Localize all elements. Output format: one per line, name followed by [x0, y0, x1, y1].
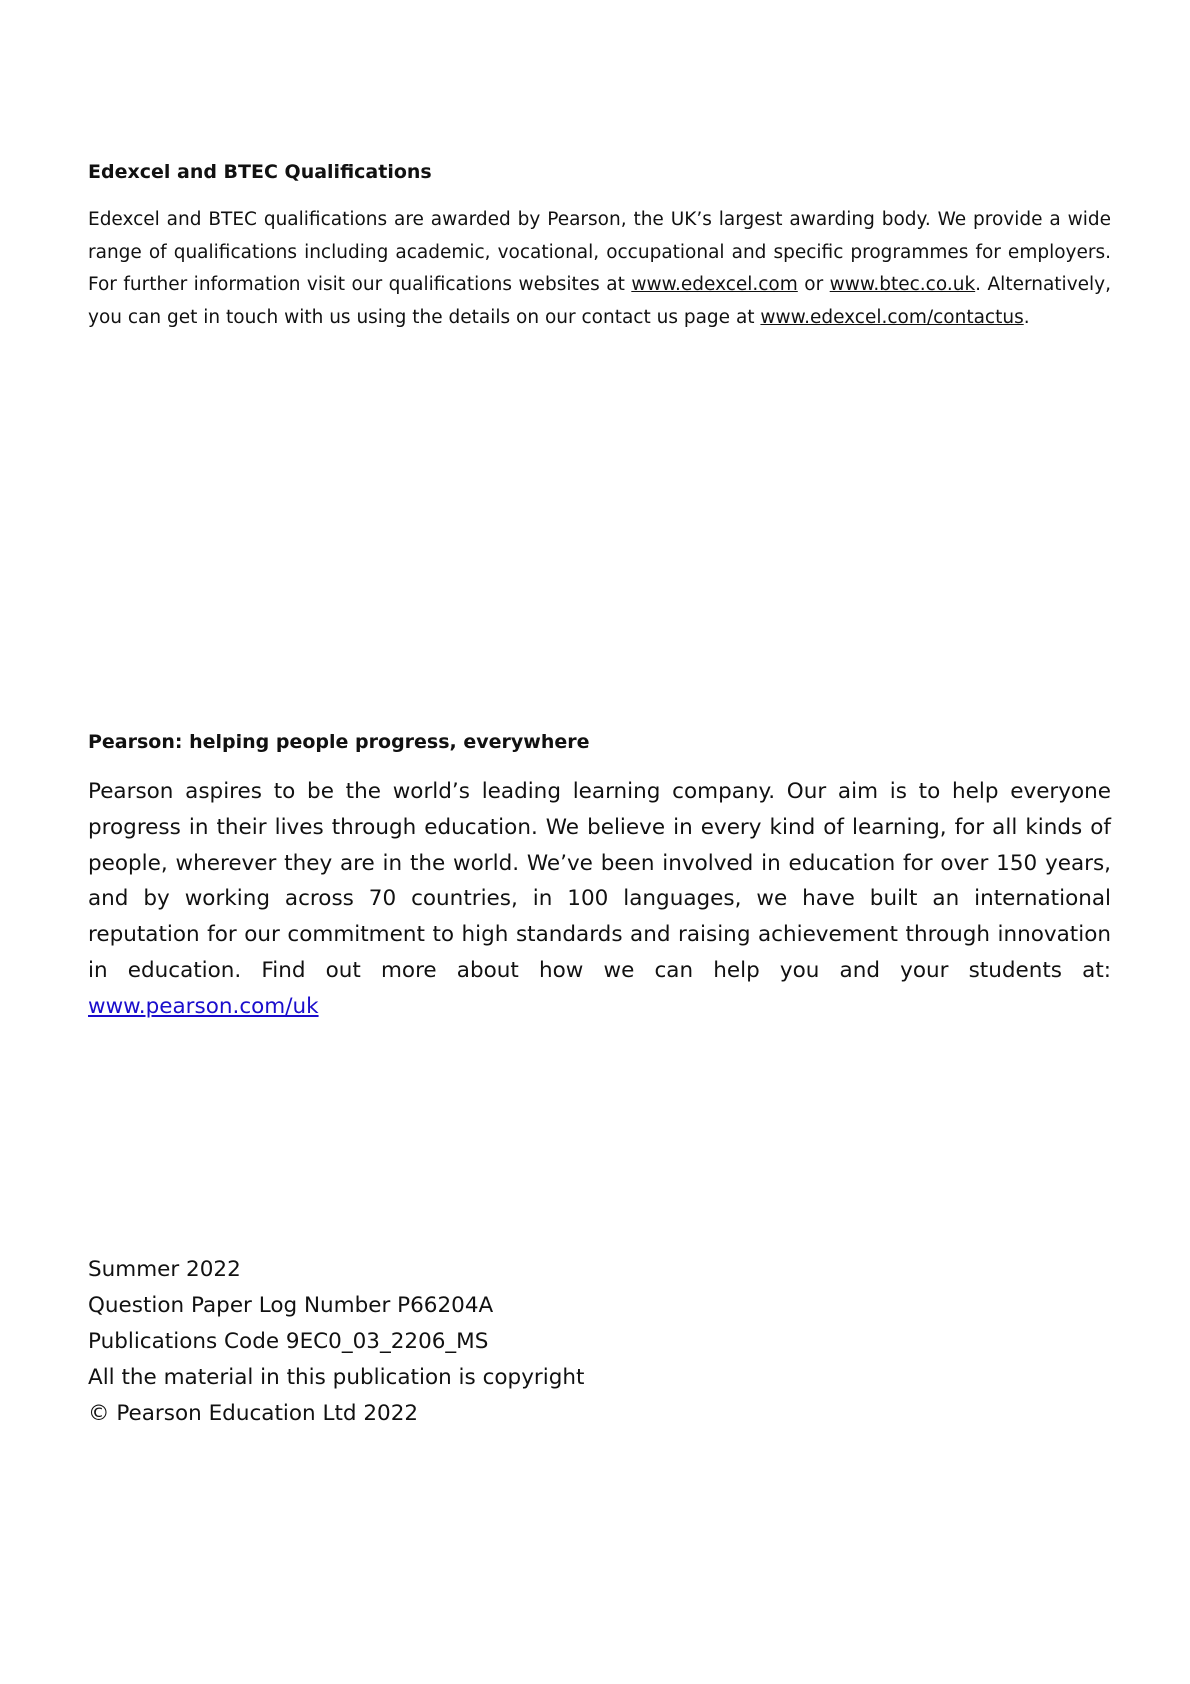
edexcel-text-4: . — [1023, 306, 1030, 328]
publications-code: Publications Code 9EC0_03_2206_MS — [88, 1329, 489, 1354]
edexcel-website-link[interactable]: www.edexcel.com — [631, 274, 798, 295]
exam-series: Summer 2022 — [88, 1257, 241, 1282]
pearson-website-link[interactable]: www.pearson.com/uk — [88, 993, 319, 1019]
edexcel-text-2: or — [797, 274, 830, 295]
pearson-paragraph — [88, 774, 1111, 1025]
question-paper-log-number: Question Paper Log Number P66204A — [88, 1293, 494, 1318]
edexcel-text-3: . Alternatively, you can get in touch with us using the details on our contact us page at — [88, 274, 1111, 328]
btec-website-link[interactable]: www.btec.co.uk — [829, 274, 976, 295]
pearson-section — [88, 730, 1111, 1025]
contact-us-link[interactable]: www.edexcel.com/contactus — [760, 306, 1024, 328]
pearson-heading: Pearson: helping people progress, everywhere — [88, 731, 590, 753]
edexcel-text-1: Edexcel and BTEC qualifications are awarded by Pearson, the UK’s largest awarding body. We provide a wide range of qualifications including academic, vocational, occupational and specific programmes for employers. For further information visit our qualifications websites at — [88, 209, 1111, 295]
publication-info — [88, 1252, 1111, 1432]
pearson-text-1: Pearson aspires to be the world’s leading learning company. Our aim is to help everyone progress in their lives through education. We believe in every kind of learning, for all kinds of people, wherever they are in the world. We’ve been involved in education for over 150 years, and by working across 70 countries, in 100 languages, we have built an international reputation for our commitment to high standards and raising achievement through innovation in education. Find out more about how we can help you and your students at: — [88, 779, 1111, 983]
edexcel-btec-heading: Edexcel and BTEC Qualifications — [88, 161, 432, 183]
copyright-holder: © Pearson Education Ltd 2022 — [88, 1401, 419, 1426]
edexcel-btec-paragraph — [88, 204, 1111, 334]
edexcel-btec-section — [88, 160, 1111, 334]
copyright-notice: All the material in this publication is copyright — [88, 1365, 585, 1390]
